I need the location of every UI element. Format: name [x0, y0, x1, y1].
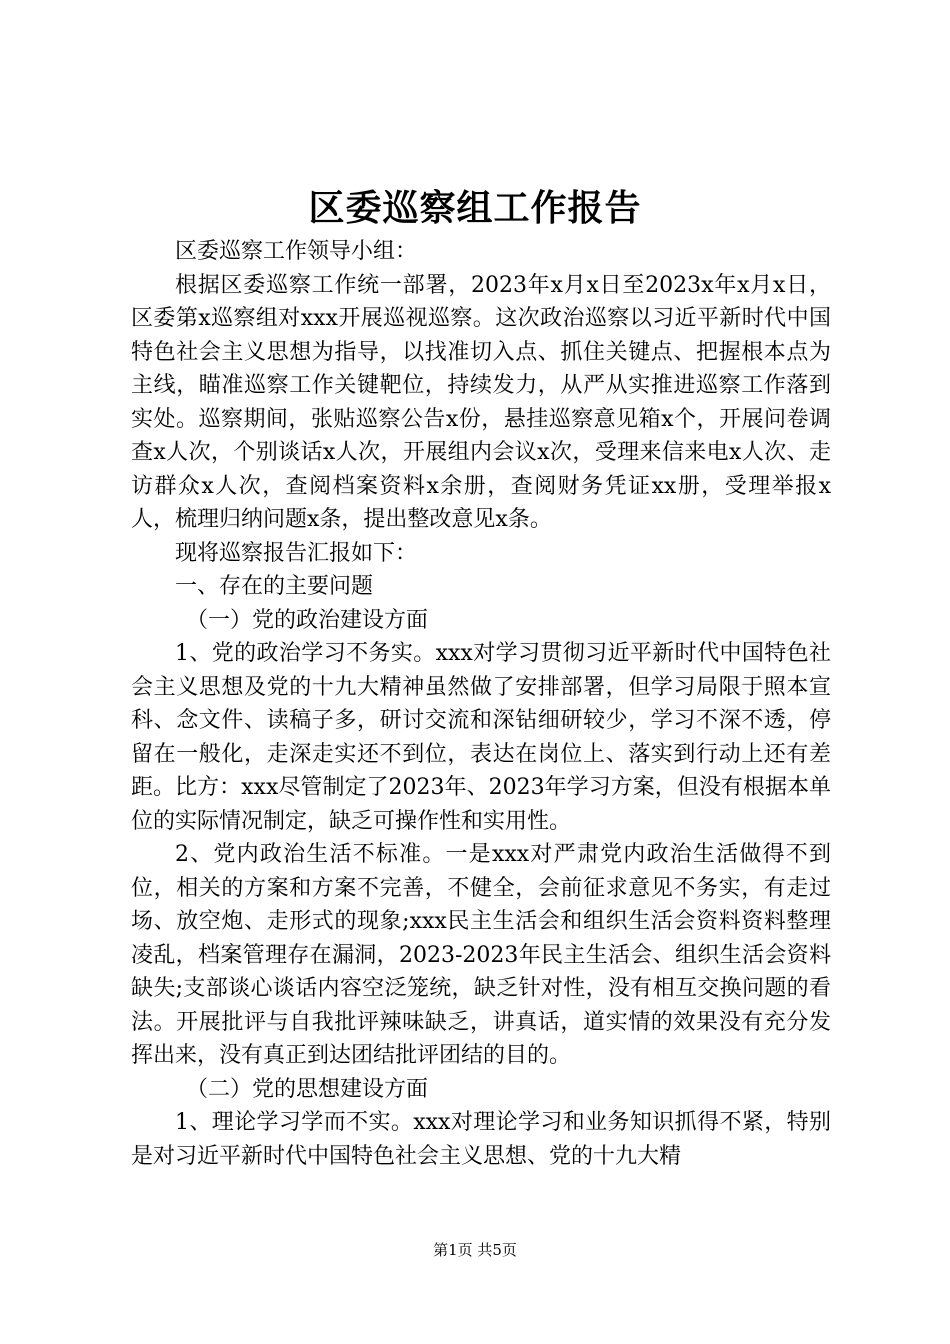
paragraph-report-lead: 现将巡察报告汇报如下：	[175, 540, 418, 566]
paragraph-theory-study: 1、理论学习学而不实。xxx对理论学习和业务知识抓得不紧，特别是对习近平新时代中国特色社会主义思想、党的十九大精	[131, 1110, 831, 1169]
page-number: 第1页 共5页	[433, 1241, 517, 1259]
section-heading-problems: 一、存在的主要问题	[175, 574, 374, 599]
paragraph-intro: 根据区委巡察工作统一部署，2023年x月x日至2023x年x月x日，区委第x巡察组对xxx开展巡视巡察。这次政治巡察以习近平新时代中国特色社会主义思想为指导，以找准切入点、抓住关键点、把握根本点为主线，瞄准巡察工作关键靶位，持续发力，从严从实推进巡察工作落到实处。巡察期间，张贴巡察公告x份，悬挂巡察意见箱x个，开展问卷调查x人次，个别谈话x人次，开展组内会议x次，受理来信来电x人次、走访群众x人次，查阅档案资料x余册，查阅财务凭证xx册，受理举报x人，梳理归纳问题x条，提出整改意见x条。	[131, 272, 831, 532]
document-body	[131, 235, 831, 1173]
subsection-heading-political: （一）党的政治建设方面	[186, 607, 429, 633]
subsection-heading-ideological: （二）党的思想建设方面	[186, 1076, 429, 1102]
document-title: 区委巡察组工作报告	[308, 187, 642, 229]
paragraph-political-study: 1、党的政治学习不务实。xxx对学习贯彻习近平新时代中国特色社会主义思想及党的十九大精神虽然做了安排部署，但学习局限于照本宣科、念文件、读稿子多，研讨交流和深钻细研较少，学习不深不透，停留在一般化，走深走实还不到位，表达在岗位上、落实到行动上还有差距。比方：xxx尽管制定了2023年、2023年学习方案，但没有根据本单位的实际情况制定，缺乏可操作性和实用性。	[131, 641, 831, 834]
paragraph-party-life: 2、党内政治生活不标准。一是xxx对严肃党内政治生活做得不到位，相关的方案和方案不完善，不健全，会前征求意见不务实，有走过场、放空炮、走形式的现象;xxx民主生活会和组织生活会资料资料整理凌乱，档案管理存在漏洞，2023-2023年民主生活会、组织生活会资料缺失;支部谈心谈话内容空泛笼统，缺乏针对性，没有相互交换问题的看法。开展批评与自我批评辣味缺乏，讲真话，道实情的效果没有充分发挥出来，没有真正到达团结批评团结的目的。	[131, 842, 831, 1068]
paragraph-salutation: 区委巡察工作领导小组：	[175, 239, 418, 264]
